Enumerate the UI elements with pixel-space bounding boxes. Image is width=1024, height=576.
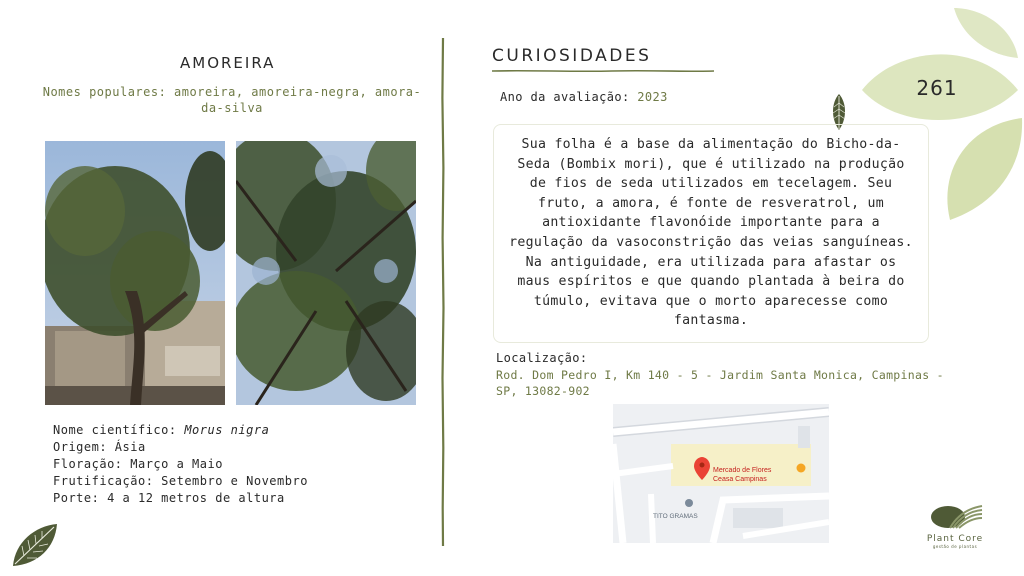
map-place-line1: Mercado de Flores: [713, 467, 772, 474]
brand-logo: [928, 502, 984, 532]
location-label: Localização:: [496, 351, 588, 365]
location-address: Rod. Dom Pedro I, Km 140 - 5 - Jardim Santa Monica, Campinas - SP, 13082-902: [496, 368, 944, 398]
page-number: 261: [916, 76, 958, 100]
plant-name: AMOREIRA: [180, 54, 276, 72]
map-poi-marker: [797, 464, 806, 473]
fruiting: Frutificação: Setembro e Novembro: [53, 474, 308, 488]
column-divider: [440, 38, 446, 546]
map-poi-marker: [685, 499, 693, 507]
origin: Origem: Ásia: [53, 440, 146, 454]
plant-facts: [53, 422, 308, 507]
map-place-line2: Ceasa Campinas: [713, 476, 767, 483]
curiosities-title: CURIOSIDADES: [492, 46, 652, 66]
scientific-name-value: Morus nigra: [184, 423, 270, 437]
curiosities-text: Sua folha é a base da alimentação do Bicho-da-Seda (Bombix mori), que é utilizado na produção de fios de seda utilizados em tecelagem. Seu fruto, a amora, é fonte de resveratrol, um antioxidante flavonóide importante para a regulação da vasoconstrição das veias sanguíneas. Na antiguidade, era utilizada para afastar os maus espíritos e que quando plantada à beira do túmulo, evitava que o morto aparecesse como fantasma.: [509, 137, 913, 329]
scientific-name: [53, 422, 308, 439]
size: Porte: 4 a 12 metros de altura: [53, 491, 285, 505]
evaluation-year: [500, 90, 668, 104]
tree-photo-2: [236, 141, 416, 405]
tree-photo-1: [45, 141, 225, 405]
year-label: Ano da avaliação:: [500, 90, 630, 104]
curiosities-box: [493, 124, 929, 343]
map-poi-label: TITO GRAMAS: [653, 513, 698, 520]
title-underline: [492, 68, 714, 74]
flowering: Floração: Março a Maio: [53, 457, 223, 471]
scientific-name-label: Nome científico:: [53, 423, 185, 437]
location-map[interactable]: [613, 404, 829, 543]
brand-name: Plant Core: [926, 534, 984, 544]
brand-tagline: gestão de plantas: [932, 544, 978, 549]
popular-names: Nomes populares: amoreira, amoreira-negra, amora-da-silva: [42, 85, 422, 115]
leaf-icon: [10, 522, 60, 568]
year-value: 2023: [637, 90, 668, 104]
